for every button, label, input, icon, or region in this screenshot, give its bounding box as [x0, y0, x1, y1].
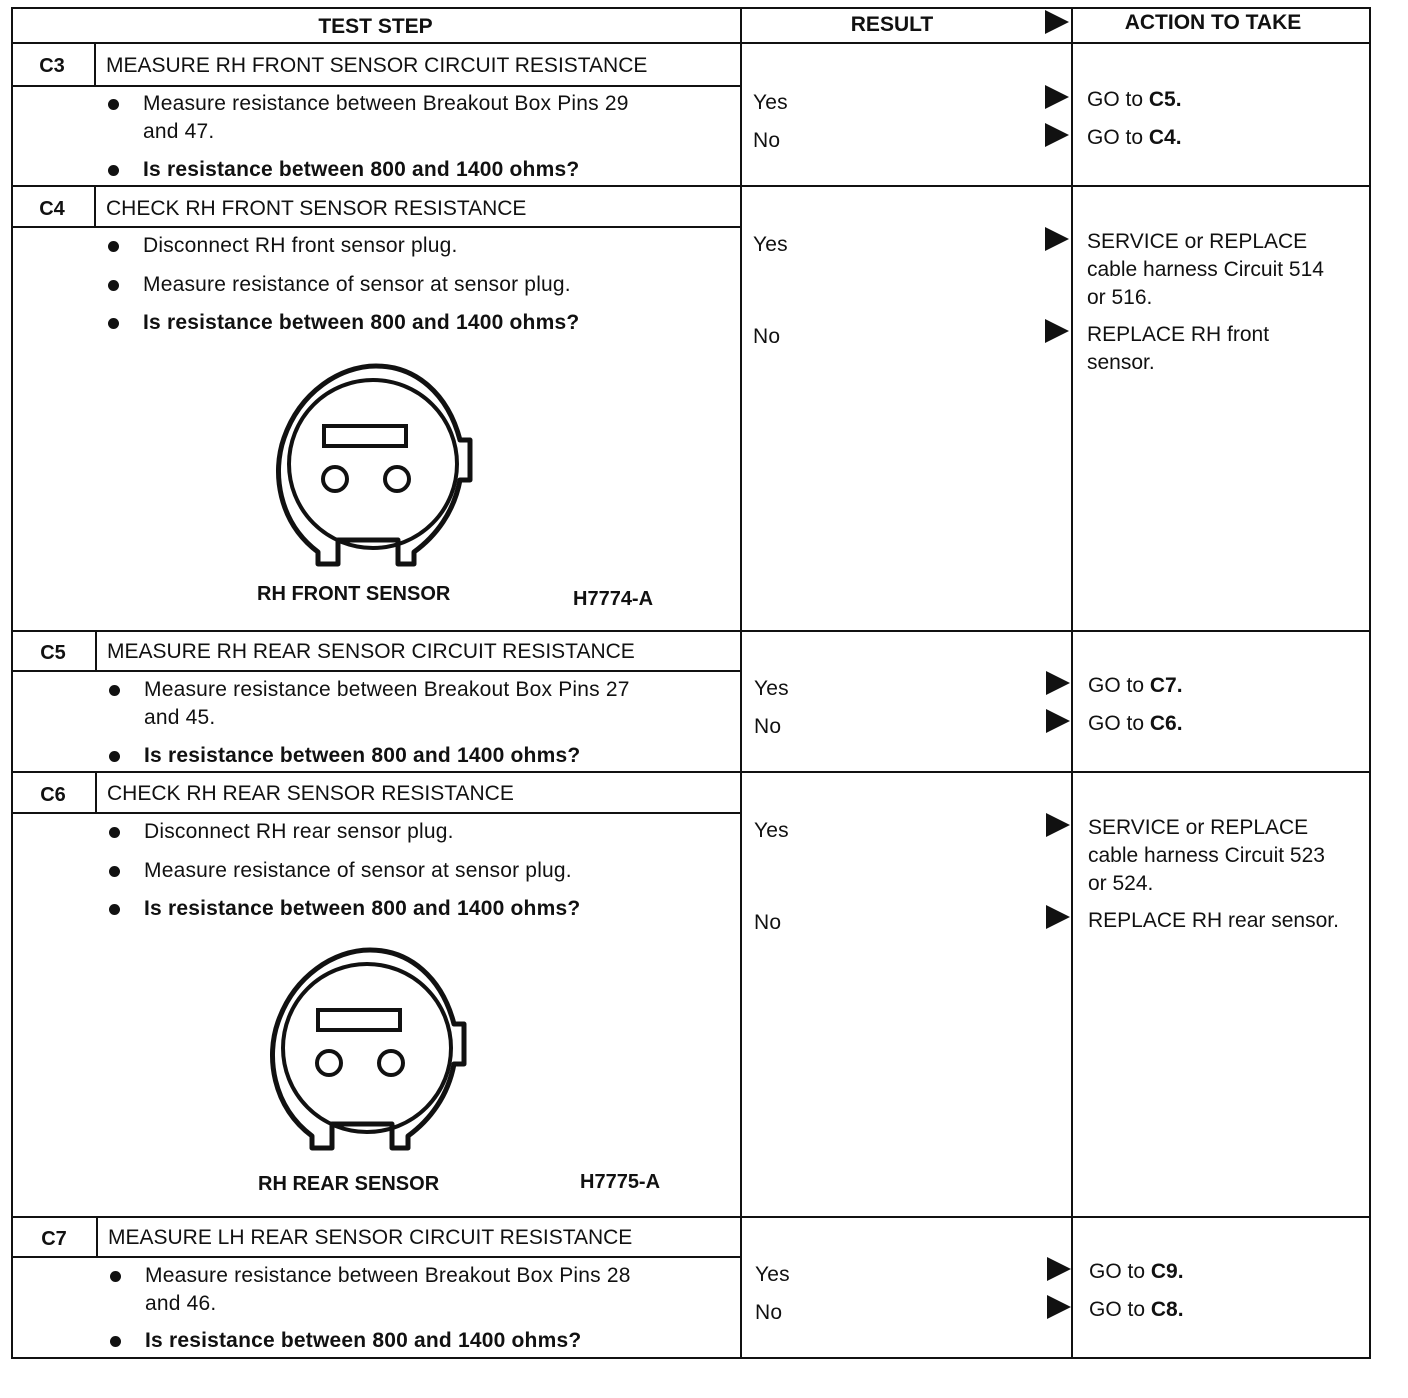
title-divider — [11, 1256, 742, 1258]
bullet-text: Measure resistance between Breakout Box Pins 29 — [143, 92, 629, 115]
code-divider — [95, 632, 97, 672]
bullet-icon — [109, 866, 120, 877]
arrow-icon — [1046, 813, 1070, 837]
bullet-question: Is resistance between 800 and 1400 ohms? — [144, 744, 581, 767]
bullet-icon — [109, 685, 120, 696]
bullet-icon — [110, 1336, 121, 1347]
bullet-question: Is resistance between 800 and 1400 ohms? — [143, 158, 580, 181]
arrow-icon — [1045, 85, 1069, 109]
arrow-icon — [1046, 709, 1070, 733]
title-divider — [11, 670, 742, 672]
action-goto — [1089, 1296, 1184, 1324]
action-target: C7. — [1149, 674, 1183, 697]
bullet-text-continued: and 46. — [145, 1292, 217, 1315]
header-divider — [11, 42, 1371, 44]
action-target: C4. — [1148, 126, 1182, 149]
bullet-text: Measure resistance of sensor at sensor plug. — [143, 273, 571, 296]
arrow-icon — [1045, 123, 1069, 147]
header-test-step: TEST STEP — [318, 15, 433, 38]
step-code: C7 — [41, 1228, 67, 1250]
step-code: C3 — [39, 55, 65, 77]
step-code: C6 — [40, 784, 66, 806]
action-line: or 524. — [1088, 872, 1154, 895]
action-goto — [1088, 672, 1183, 700]
action-line: cable harness Circuit 523 — [1088, 844, 1325, 867]
bullet-text-continued: and 47. — [143, 120, 215, 143]
action-prefix: GO to — [1089, 1298, 1151, 1321]
result-yes: Yes — [754, 677, 789, 700]
bullet-icon — [108, 241, 119, 252]
result-yes: Yes — [755, 1263, 790, 1286]
rh-front-sensor-connector-icon — [268, 362, 478, 572]
action-prefix: GO to — [1087, 88, 1149, 111]
arrow-icon — [1045, 319, 1069, 343]
bullet-question: Is resistance between 800 and 1400 ohms? — [143, 311, 580, 334]
action-line: or 516. — [1087, 286, 1153, 309]
bullet-text-continued: and 45. — [144, 706, 216, 729]
result-yes: Yes — [753, 233, 788, 256]
action-target: C6. — [1149, 712, 1183, 735]
arrow-icon — [1045, 227, 1069, 251]
bullet-icon — [110, 1271, 121, 1282]
bullet-text: Disconnect RH front sensor plug. — [143, 234, 458, 257]
bullet-text: Measure resistance of sensor at sensor plug. — [144, 859, 572, 882]
result-no: No — [755, 1301, 783, 1324]
step-title: CHECK RH REAR SENSOR RESISTANCE — [107, 782, 514, 805]
action-target: C9. — [1150, 1260, 1184, 1283]
step-title: MEASURE RH REAR SENSOR CIRCUIT RESISTANCE — [107, 640, 635, 663]
row-divider — [11, 1216, 1371, 1218]
action-column-divider — [1071, 7, 1073, 1359]
row-divider — [11, 771, 1371, 773]
arrow-icon — [1047, 1295, 1071, 1319]
action-prefix: GO to — [1087, 126, 1149, 149]
bullet-icon — [108, 318, 119, 329]
action-prefix: GO to — [1088, 674, 1150, 697]
result-no: No — [753, 325, 781, 348]
action-goto — [1089, 1258, 1184, 1286]
step-title: MEASURE LH REAR SENSOR CIRCUIT RESISTANCE — [108, 1226, 633, 1249]
step-title: CHECK RH FRONT SENSOR RESISTANCE — [106, 197, 527, 220]
bullet-icon — [109, 751, 120, 762]
action-goto — [1088, 710, 1183, 738]
action-prefix: GO to — [1089, 1260, 1151, 1283]
result-yes: Yes — [753, 91, 788, 114]
action-line: REPLACE RH rear sensor. — [1088, 909, 1339, 932]
action-line: sensor. — [1087, 351, 1155, 374]
rh-rear-sensor-connector-icon — [262, 946, 472, 1156]
action-goto — [1087, 124, 1182, 152]
code-divider — [95, 773, 97, 814]
figure-caption: RH FRONT SENSOR — [257, 583, 451, 605]
code-divider — [94, 187, 96, 228]
bullet-text: Measure resistance between Breakout Box Pins 28 — [145, 1264, 631, 1287]
arrow-icon — [1047, 1257, 1071, 1281]
bullet-question: Is resistance between 800 and 1400 ohms? — [144, 897, 581, 920]
header-arrow-icon — [1045, 10, 1069, 34]
action-prefix: GO to — [1088, 712, 1150, 735]
result-no: No — [754, 715, 782, 738]
bullet-icon — [109, 827, 120, 838]
header-action: ACTION TO TAKE — [1124, 11, 1302, 34]
bullet-question: Is resistance between 800 and 1400 ohms? — [145, 1329, 582, 1352]
title-divider — [11, 226, 742, 228]
row-divider — [11, 185, 1371, 187]
bullet-text: Disconnect RH rear sensor plug. — [144, 820, 454, 843]
action-line: cable harness Circuit 514 — [1087, 258, 1324, 281]
bullet-icon — [108, 280, 119, 291]
figure-caption: RH REAR SENSOR — [258, 1173, 440, 1195]
row-divider — [11, 630, 1371, 632]
action-line: SERVICE or REPLACE — [1087, 230, 1308, 253]
code-divider — [94, 44, 96, 86]
title-divider — [11, 812, 742, 814]
result-no: No — [753, 129, 781, 152]
result-yes: Yes — [754, 819, 789, 842]
title-divider — [11, 85, 742, 87]
action-target: C5. — [1148, 88, 1182, 111]
header-result: RESULT — [850, 13, 934, 36]
bullet-text: Measure resistance between Breakout Box Pins 27 — [144, 678, 630, 701]
arrow-icon — [1046, 671, 1070, 695]
step-code: C4 — [39, 198, 65, 220]
action-target: C8. — [1150, 1298, 1184, 1321]
arrow-icon — [1046, 905, 1070, 929]
code-divider — [96, 1218, 98, 1258]
bullet-icon — [109, 904, 120, 915]
action-goto — [1087, 86, 1182, 114]
action-line: SERVICE or REPLACE — [1088, 816, 1309, 839]
result-no: No — [754, 911, 782, 934]
result-column-divider — [740, 7, 742, 1359]
figure-reference: H7775-A — [580, 1171, 661, 1193]
bullet-icon — [108, 165, 119, 176]
action-line: REPLACE RH front — [1087, 323, 1270, 346]
step-code: C5 — [40, 642, 66, 664]
figure-reference: H7774-A — [573, 588, 654, 610]
step-title: MEASURE RH FRONT SENSOR CIRCUIT RESISTANCE — [106, 54, 648, 77]
bullet-icon — [108, 99, 119, 110]
